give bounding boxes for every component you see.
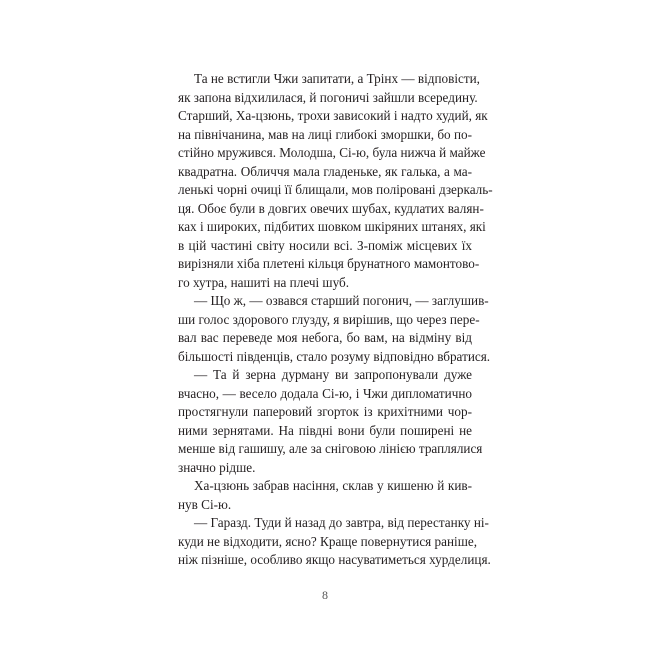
text-line: стійно мружився. Молодша, Сі-ю, була нижча й майже xyxy=(178,145,486,160)
text-line: ленькі чорні очиці її блищали, мов поліровані дзеркаль- xyxy=(178,182,493,197)
text-line: вал вас переведе моя небога, бо вам, на відміну від xyxy=(178,330,472,345)
text-line: на північанина, мав на лиці глибокі зморшки, бо по- xyxy=(178,126,472,142)
text-line: вчасно, — весело додала Сі-ю, і Чжи дипломатично xyxy=(178,385,472,401)
text-line: значно рідше. xyxy=(178,459,256,475)
page-number: 8 xyxy=(322,588,328,602)
text-line: квадратна. Обличчя мала гладеньке, як галька, а ма- xyxy=(178,163,472,179)
text-line: — Гаразд. Туди й назад до завтра, від перестанку ні- xyxy=(194,515,489,530)
text-line: Старший, Ха-цзюнь, трохи зависокий і надто худий, як xyxy=(178,108,488,123)
text-line: вирізняли хіба плетені кільця брунатного мамонтово- xyxy=(178,256,480,271)
body-text xyxy=(178,70,493,570)
text-line: в цій частині світу носили всі. З-поміж місцевих їх xyxy=(178,237,472,253)
text-line: менше від гашишу, але за сніговою лінією траплялися xyxy=(178,441,483,456)
text-line: ними зернятами. На півдні вони були поширені не xyxy=(178,422,472,438)
text-line: ця. Обоє були в довгих овечих шубах, кудлатих валян- xyxy=(178,200,484,216)
text-line: простягнули паперовий згорток із крихітними чор- xyxy=(178,404,472,419)
text-line: куди не відходити, ясно? Краще повернутися раніше, xyxy=(178,533,478,549)
text-line: го хутра, нашиті на плечі шуб. xyxy=(178,274,350,290)
text-line: — Що ж, — озвався старший погонич, — заглушив- xyxy=(194,293,489,308)
text-line: Ха-цзюнь забрав насіння, склав у кишеню й кив- xyxy=(194,478,472,493)
text-line: — Та й зерна дурману ви запропонували дуже xyxy=(194,367,472,382)
text-line: ши голос здорового глузду, я вирішив, що через пере- xyxy=(178,311,480,327)
text-line: ках і широких, підбитих шовком шкіряних штанях, які xyxy=(178,219,486,234)
text-line: як запона відхилилася, й погоничі зайшли всередину. xyxy=(178,89,478,105)
text-line: Та не встигли Чжи запитати, а Трінх — відповісти, xyxy=(194,71,480,86)
text-line: ніж пізніше, особливо якщо насуватиметься хурделиця. xyxy=(178,552,491,567)
text-line: більшості південців, стало розуму відповідно вбратися. xyxy=(178,348,491,364)
text-line: нув Сі-ю. xyxy=(178,496,232,512)
